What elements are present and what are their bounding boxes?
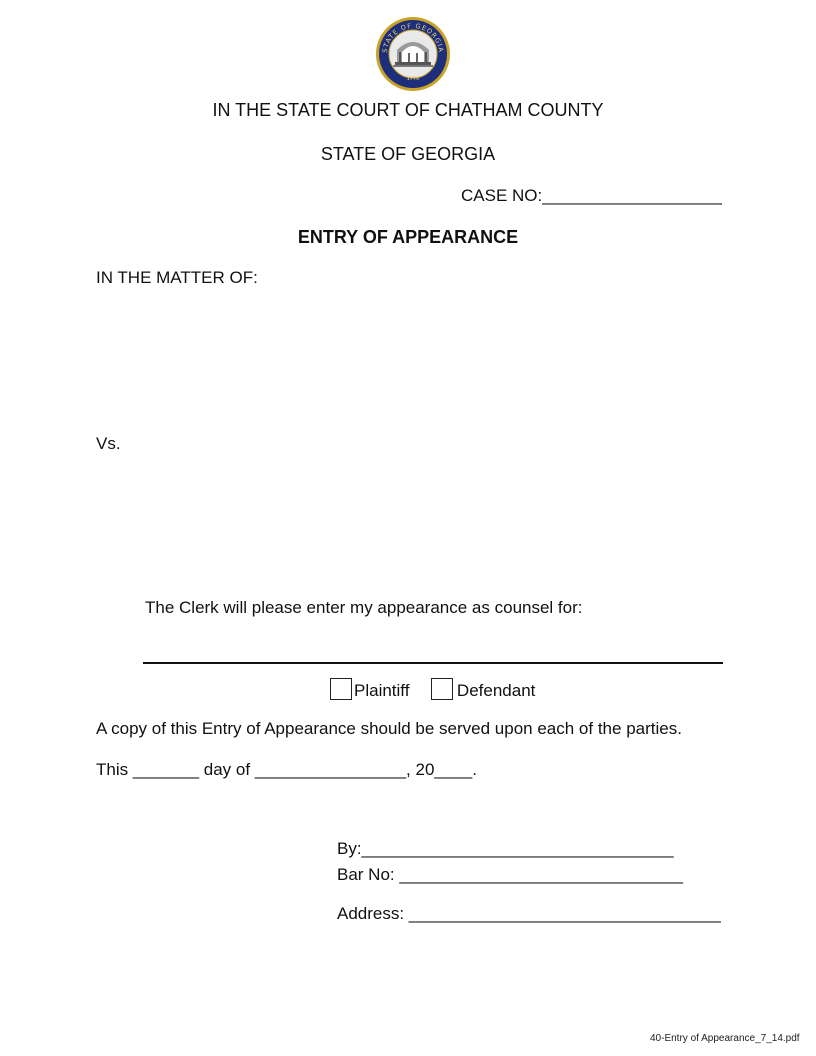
party-options bbox=[330, 678, 535, 701]
service-notice: A copy of this Entry of Appearance should be served upon each of the parties. bbox=[96, 719, 682, 738]
matter-label: IN THE MATTER OF: bbox=[96, 268, 258, 287]
bar-number-field[interactable]: Bar No: ______________________________ bbox=[337, 865, 683, 884]
address-field[interactable]: Address: _________________________________ bbox=[337, 904, 721, 923]
clerk-instruction: The Clerk will please enter my appearance as counsel for: bbox=[145, 598, 583, 617]
versus-label: Vs. bbox=[96, 434, 121, 453]
state-seal-logo bbox=[375, 16, 451, 92]
signature-by-field[interactable]: By:_________________________________ bbox=[337, 839, 674, 858]
date-line[interactable]: This _______ day of ________________, 20____. bbox=[96, 760, 477, 779]
plaintiff-label: Plaintiff bbox=[354, 681, 410, 700]
defendant-label: Defendant bbox=[456, 681, 536, 700]
case-number-field[interactable]: CASE NO:___________________ bbox=[461, 186, 722, 205]
footer-filename: 40-Entry of Appearance_7_14.pdf bbox=[650, 1033, 800, 1044]
court-heading: IN THE STATE COURT OF CHATHAM COUNTY bbox=[212, 100, 604, 120]
state-heading: STATE OF GEORGIA bbox=[320, 144, 496, 164]
counsel-for-line[interactable] bbox=[143, 662, 723, 664]
document-title: ENTRY OF APPEARANCE bbox=[297, 227, 519, 247]
defendant-checkbox[interactable] bbox=[431, 678, 453, 700]
svg-text:1776: 1776 bbox=[406, 76, 420, 82]
plaintiff-checkbox[interactable] bbox=[330, 678, 352, 700]
svg-text:STATE OF GEORGIA: STATE OF GEORGIA bbox=[380, 21, 446, 54]
